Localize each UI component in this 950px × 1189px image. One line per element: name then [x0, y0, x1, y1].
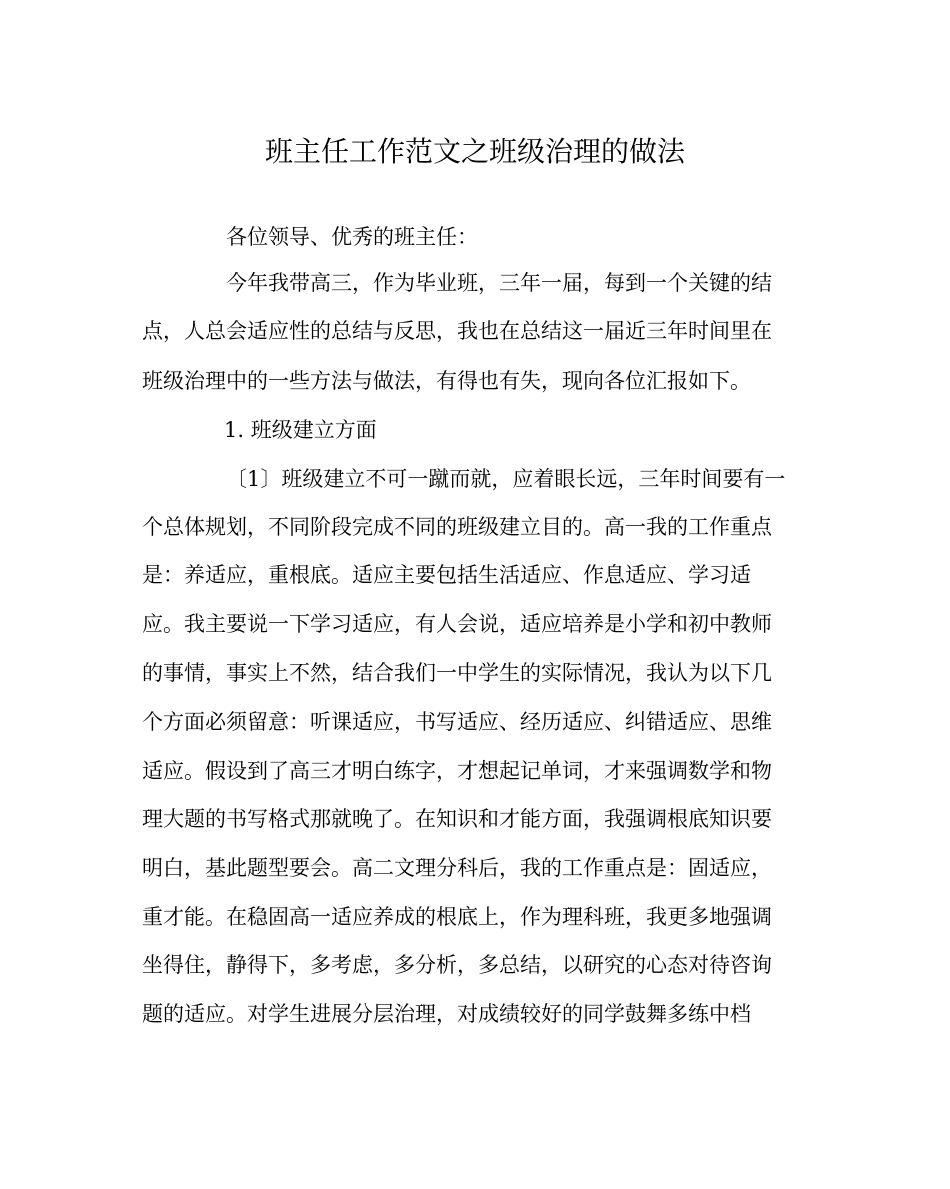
paragraph-line: 是：养适应，重根底。适应主要包括生活适应、作息适应、学习适 [142, 563, 751, 587]
paragraph-line: 今年我带高三，作为毕业班，三年一届，每到一个关键的结 [226, 271, 772, 295]
paragraph-line: 题的适应。对学生进展分层治理，对成绩较好的同学鼓舞多练中档 [142, 1002, 751, 1026]
paragraph-line: 理大题的书写格式那就晚了。在知识和才能方面，我强调根底知识要 [142, 807, 772, 831]
paragraph-line: 点，人总会适应性的总结与反思，我也在总结这一届近三年时间里在 [142, 319, 772, 343]
paragraph-line: 班级治理中的一些方法与做法，有得也有失，现向各位汇报如下。 [142, 369, 751, 393]
paragraph-line: 〔1〕班级建立不可一蹴而就，应着眼长远，三年时间要有一 [226, 467, 786, 491]
paragraph-line: 应。我主要说一下学习适应，有人会说，适应培养是小学和初中教师 [142, 612, 772, 636]
paragraph-line: 重才能。在稳固高一适应养成的根底上，作为理科班，我更多地强调 [142, 905, 772, 929]
paragraph-line: 个方面必须留意：听课适应，书写适应、经历适应、纠错适应、思维 [142, 710, 772, 734]
paragraph-line: 明白，基此题型要会。高二文理分科后，我的工作重点是：固适应， [142, 856, 772, 880]
paragraph-line: 个总体规划，不同阶段完成不同的班级建立目的。高一我的工作重点 [142, 515, 772, 539]
paragraph-line: 坐得住，静得下，多考虑，多分析，多总结，以研究的心态对待咨询 [142, 953, 772, 977]
section-heading: 1. 班级建立方面 [224, 418, 377, 442]
salutation-line: 各位领导、优秀的班主任： [226, 225, 478, 249]
paragraph-line: 适应。假设到了高三才明白练字，才想起记单词，才来强调数学和物 [142, 759, 772, 783]
paragraph-line: 的事情，事实上不然，结合我们一中学生的实际情况，我认为以下几 [142, 661, 772, 685]
document-title: 班主任工作范文之班级治理的做法 [264, 135, 685, 168]
